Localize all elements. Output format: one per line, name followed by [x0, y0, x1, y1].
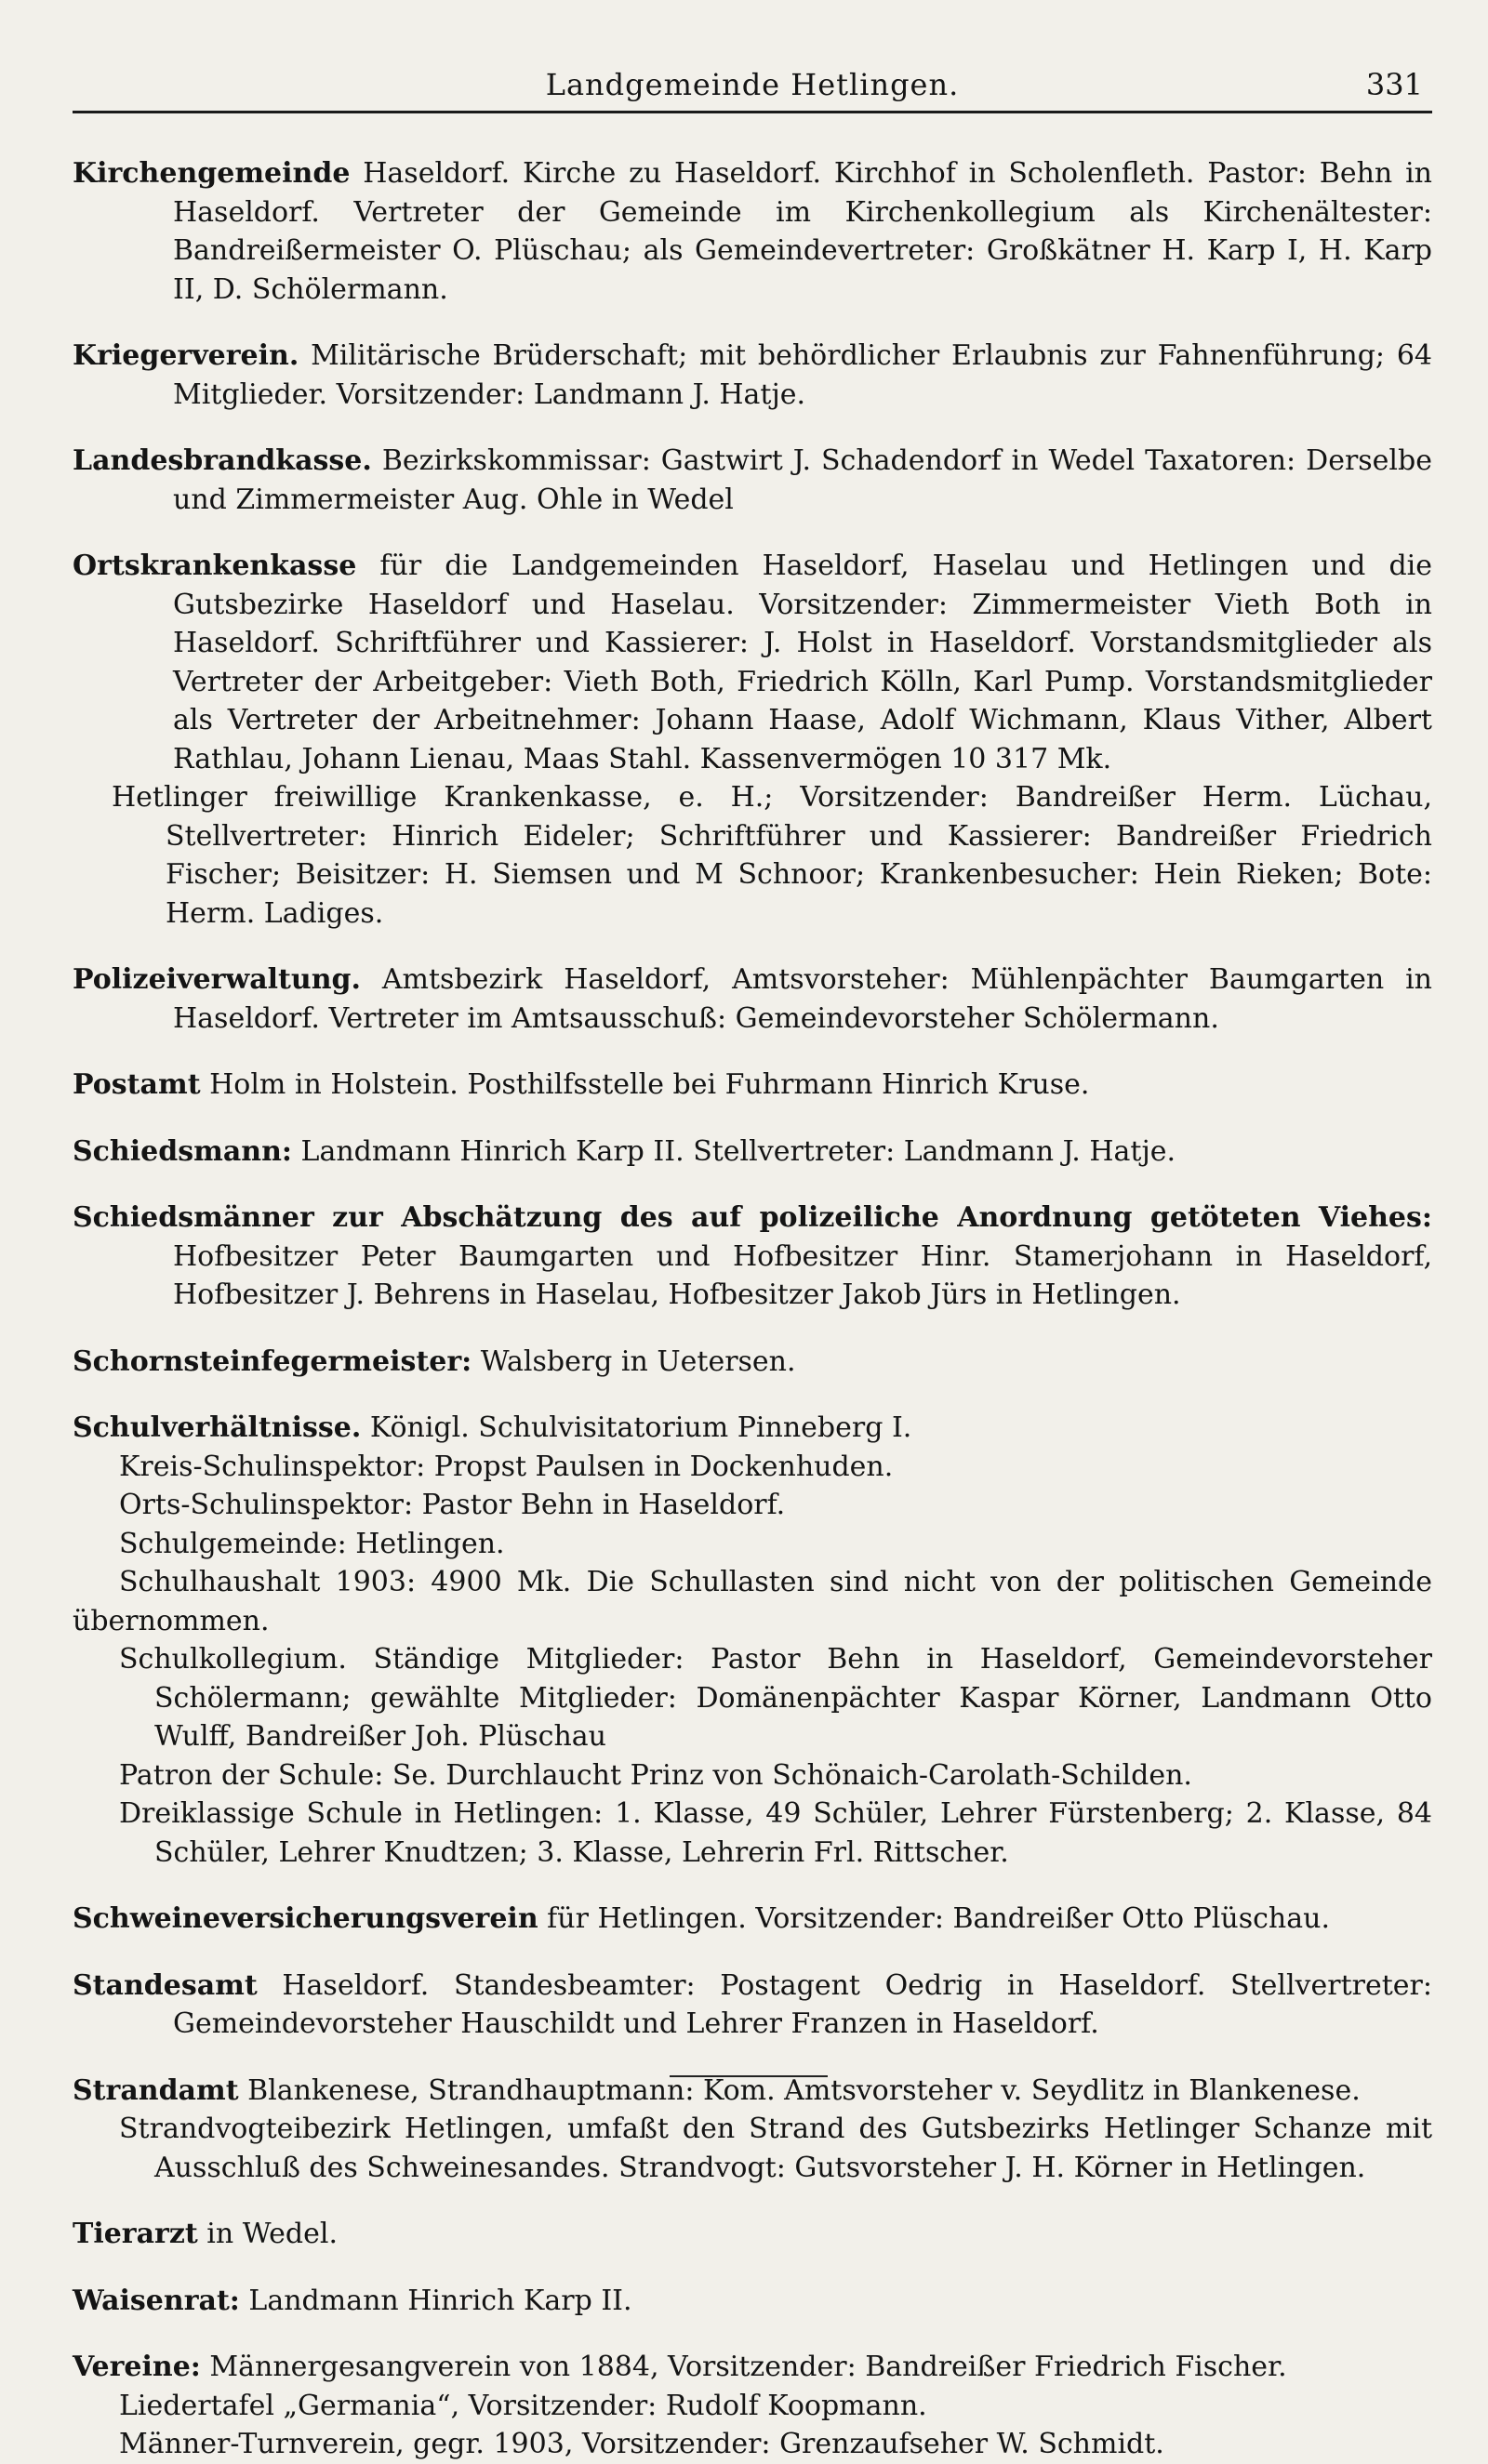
entry-text: Männergesangverein von 1884, Vorsitzender: Bandreißer Friedrich Fischer.: [200, 2351, 1287, 2383]
entry-ortskrankenkasse: [73, 547, 1432, 778]
page-number: 331: [1365, 67, 1423, 102]
entry-kriegerverein: [73, 337, 1432, 414]
entry-tierarzt: [73, 2215, 1432, 2254]
entry-heading: Schweineversicherungsverein: [73, 1902, 538, 1935]
sub-entry-kreis-schulinspektor: Kreis-Schulinspektor: Propst Paulsen in Dockenhuden.: [119, 1450, 894, 1483]
entry-text: Walsberg in Uetersen.: [472, 1345, 796, 1378]
entry-text: Blankenese, Strandhauptmann: Kom. Amtsvorsteher v. Seydlitz in Blankenese.: [238, 2073, 1361, 2107]
entry-text: Königl. Schulvisitatorium Pinneberg I.: [361, 1411, 912, 1444]
sub-entry-liedertafel: Liedertafel „Germania“, Vorsitzender: Rudolf Koopmann.: [119, 2389, 927, 2422]
sub-entry-schulkollegium: Schulkollegium. Ständige Mitglieder: Pastor Behn in Haseldorf, Gemeindevorsteher Schölermann; gewählte Mitglieder: Domänenpächter Kaspar Körner, Landmann Otto Wulff, Bandreißer Joh. Plüschau: [119, 1643, 1432, 1753]
entry-heading: Landesbrandkasse.: [73, 444, 372, 477]
entry-heading: Schornsteinfegermeister:: [73, 1345, 472, 1378]
entry-waisenrat: [73, 2282, 1432, 2321]
entry-vereine: [73, 2348, 1432, 2387]
entry-schornsteinfegermeister: [73, 1343, 1432, 1382]
entry-schulverhaeltnisse: [73, 1409, 1432, 1448]
entry-standesamt: [73, 1967, 1432, 2044]
entry-heading: Tierarzt: [73, 2218, 198, 2250]
running-title: Landgemeinde Hetlingen.: [545, 67, 960, 102]
running-head: [73, 0, 1432, 113]
entry-text: Amtsbezirk Haseldorf, Amtsvorsteher: Mühlenpächter Baumgarten in Haseldorf. Vertreter im Amtsausschuß: Gemeindevorsteher Schölermann.: [173, 963, 1432, 1035]
entry-schiedsmann: [73, 1133, 1432, 1172]
entry-heading: Vereine:: [73, 2351, 201, 2383]
entry-heading: Polizeiverwaltung.: [73, 963, 361, 996]
sub-entry-turnverein: Männer-Turnverein, gegr. 1903, Vorsitzender: Grenzaufseher W. Schmidt.: [119, 2428, 1164, 2460]
entry-heading: Kriegerverein.: [73, 339, 299, 372]
sub-entry-strandvogteibezirk: Strandvogteibezirk Hetlingen, umfaßt den Strand des Gutsbezirks Hetlinger Schanze mit Ausschluß des Schweinesandes. Strandvogt: Gutsvorsteher J. H. Körner in Hetlingen.: [119, 2113, 1432, 2184]
entry-text: Landmann Hinrich Karp II. Stellvertreter: Landmann J. Hatje.: [291, 1134, 1176, 1168]
entry-text: Hofbesitzer Peter Baumgarten und Hofbesitzer Hinr. Stamerjohann in Haseldorf, Hofbesitzer J. Behrens in Haselau, Hofbesitzer Jakob Jürs in Hetlingen.: [173, 1239, 1432, 1311]
entry-postamt: [73, 1066, 1432, 1105]
entry-heading: Standesamt: [73, 1968, 258, 2002]
entry-heading: Waisenrat:: [73, 2284, 240, 2317]
entry-schweineversicherungsverein: [73, 1900, 1432, 1939]
entry-landesbrandkasse: [73, 442, 1432, 519]
entry-heading: Ortskrankenkasse: [73, 550, 357, 582]
entry-text: Militärische Brüderschaft; mit behördlicher Erlaubnis zur Fahnenführung; 64 Mitglieder. Vorsitzender: Landmann J. Hatje.: [173, 339, 1432, 411]
sub-entry-schulhaushalt: Schulhaushalt 1903: 4900 Mk. Die Schullasten sind nicht von der politischen Gemeinde übernommen.: [73, 1566, 1432, 1637]
entry-schiedsmaenner: [73, 1199, 1432, 1315]
sub-entry-patron: Patron der Schule: Se. Durchlaucht Prinz von Schönaich-Carolath-Schilden.: [119, 1758, 1192, 1792]
entry-text: für Hetlingen. Vorsitzender: Bandreißer Otto Plüschau.: [538, 1902, 1330, 1935]
entry-polizeiverwaltung: [73, 960, 1432, 1038]
entry-heading: Postamt: [73, 1068, 201, 1101]
entry-heading: Strandamt: [73, 2073, 239, 2107]
sub-entry-schulgemeinde: Schulgemeinde: Hetlingen.: [119, 1527, 505, 1560]
entry-text: Landmann Hinrich Karp II.: [239, 2284, 632, 2317]
entry-heading: Schiedsmänner zur Abschätzung des auf polizeiliche Anordnung getöteten Viehes:: [73, 1201, 1432, 1234]
entry-text: Haseldorf. Standesbeamter: Postagent Oedrig in Haseldorf. Stellvertreter: Gemeindevorsteher Hauschildt und Lehrer Franzen in Haseldorf.: [173, 1968, 1432, 2040]
entry-kirchengemeinde: [73, 154, 1432, 309]
end-rule: [670, 2075, 828, 2077]
entry-text: Bezirkskommissar: Gastwirt J. Schadendorf in Wedel Taxatoren: Derselbe und Zimmermeister Aug. Ohle in Wedel: [173, 444, 1432, 516]
entry-text: für die Landgemeinden Haseldorf, Haselau und Hetlingen und die Gutsbezirke Haseldorf und Haselau. Vorsitzender: Zimmermeister Vieth Both in Haseldorf. Schriftführer und Kassierer: J. Holst in Haseldorf. Vorstandsmitglieder als Vertreter der Arbeitgeber: Vieth Both, Friedrich Kölln, Karl Pump. Vorstandsmitglieder als Vertreter der Arbeitnehmer: Johann Haase, Adolf Wichmann, Klaus Vither, Albert Rathlau, Johann Lienau, Maas Stahl. Kassenvermögen 10 317 Mk.: [173, 550, 1432, 775]
sub-entry-orts-schulinspektor: Orts-Schulinspektor: Pastor Behn in Haseldorf.: [119, 1489, 786, 1521]
entry-heading: Kirchengemeinde: [73, 157, 351, 190]
sub-entry-krankenkasse-hetlingen: Hetlinger freiwillige Krankenkasse, e. H.; Vorsitzender: Bandreißer Herm. Lüchau, Stellvertreter: Hinrich Eideler; Schriftführer und Kassierer: Bandreißer Friedrich Fischer; Beisitzer: H. Siemsen und M Schnoor; Krankenbesucher: Hein Rieken; Bote: Herm. Ladiges.: [112, 781, 1432, 930]
entry-heading: Schulverhältnisse.: [73, 1411, 362, 1444]
sub-entry-dreiklassige-schule: Dreiklassige Schule in Hetlingen: 1. Klasse, 49 Schüler, Lehrer Fürstenberg; 2. Klasse, 84 Schüler, Lehrer Knudtzen; 3. Klasse, Lehrerin Frl. Rittscher.: [119, 1797, 1432, 1869]
entry-text: Haseldorf. Kirche zu Haseldorf. Kirchhof in Scholenfleth. Pastor: Behn in Haseldorf. Vertreter der Gemeinde im Kirchenkollegium als Kirchenältester: Bandreißermeister O. Plüschau; als Gemeindevertreter: Großkätner H. Karp I, H. Karp II, D. Schölermann.: [173, 157, 1432, 306]
entry-text: in Wedel.: [197, 2218, 338, 2250]
entry-heading: Schiedsmann:: [73, 1134, 292, 1168]
entry-text: Holm in Holstein. Posthilfsstelle bei Fuhrmann Hinrich Kruse.: [200, 1068, 1090, 1101]
directory-content: [73, 113, 1432, 2464]
